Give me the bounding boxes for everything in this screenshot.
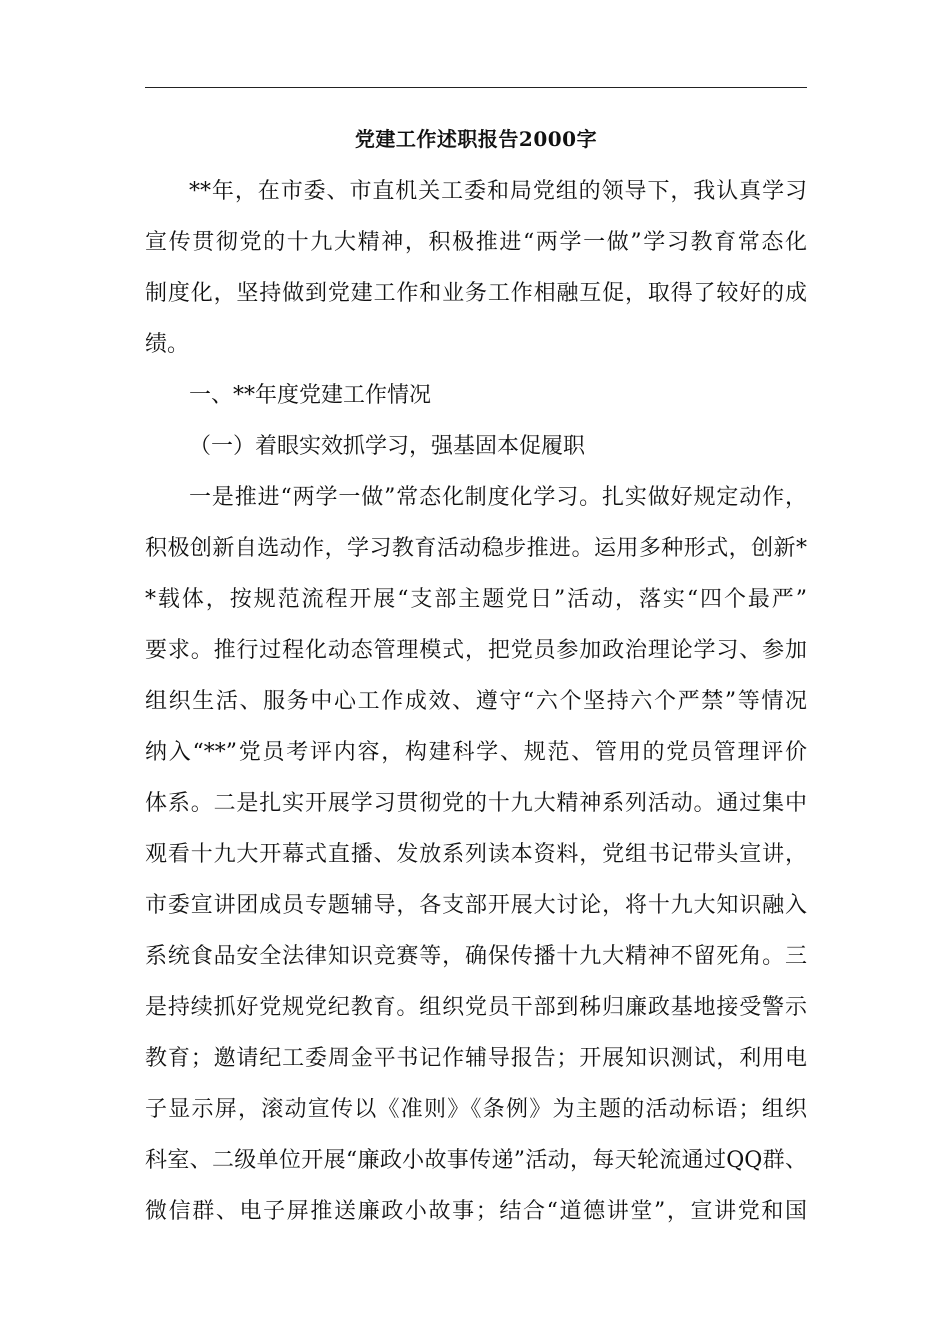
section-heading: 一、**年度党建工作情况 [189,383,432,408]
paragraph-line: **年，在市委、市直机关工委和局党组的领导下，我认真学习 [189,179,807,204]
paragraph-line: 宣传贯彻党的十九大精神，积极推进“两学一做”学习教育常态化 [145,230,807,255]
paragraph-line: 一是推进“两学一做”常态化制度化学习。扎实做好规定动作， [189,485,807,510]
paragraph-line: 纳入“**”党员考评内容，构建科学、规范、管用的党员管理评价 [145,740,807,765]
paragraph-line: 市委宣讲团成员专题辅导，各支部开展大讨论，将十九大知识融入 [145,893,807,918]
paragraph-line: 微信群、电子屏推送廉政小故事；结合“道德讲堂”，宣讲党和国 [145,1199,807,1224]
paragraph-line: 观看十九大开幕式直播、发放系列读本资料，党组书记带头宣讲， [145,842,807,867]
paragraph-line: 绩。 [145,332,190,357]
paragraph-line: 要求。推行过程化动态管理模式，把党员参加政治理论学习、参加 [145,638,807,663]
paragraph-line: 是持续抓好党规党纪教育。组织党员干部到秭归廉政基地接受警示 [145,995,807,1020]
paragraph-line: 积极创新自选动作，学习教育活动稳步推进。运用多种形式，创新* [145,536,807,561]
document-title: 党建工作述职报告2000字 [354,127,598,151]
paragraph-line: 制度化，坚持做到党建工作和业务工作相融互促，取得了较好的成 [145,281,807,306]
paragraph-line: 科室、二级单位开展“廉政小故事传递”活动，每天轮流通过QQ群、 [145,1148,807,1173]
paragraph-line: 系统食品安全法律知识竞赛等，确保传播十九大精神不留死角。三 [145,944,807,969]
paragraph-line: 体系。二是扎实开展学习贯彻党的十九大精神系列活动。通过集中 [145,791,807,816]
paragraph-line: 组织生活、服务中心工作成效、遵守“六个坚持六个严禁”等情况 [145,689,807,714]
subsection-heading: （一）着眼实效抓学习，强基固本促履职 [189,434,586,459]
paragraph-line: 子显示屏，滚动宣传以《准则》《条例》为主题的活动标语；组织 [145,1097,807,1122]
paragraph-line: *载体，按规范流程开展“支部主题党日”活动，落实“四个最严” [145,587,807,612]
header-rule [145,87,807,88]
paragraph-line: 教育；邀请纪工委周金平书记作辅导报告；开展知识测试，利用电 [145,1046,807,1071]
